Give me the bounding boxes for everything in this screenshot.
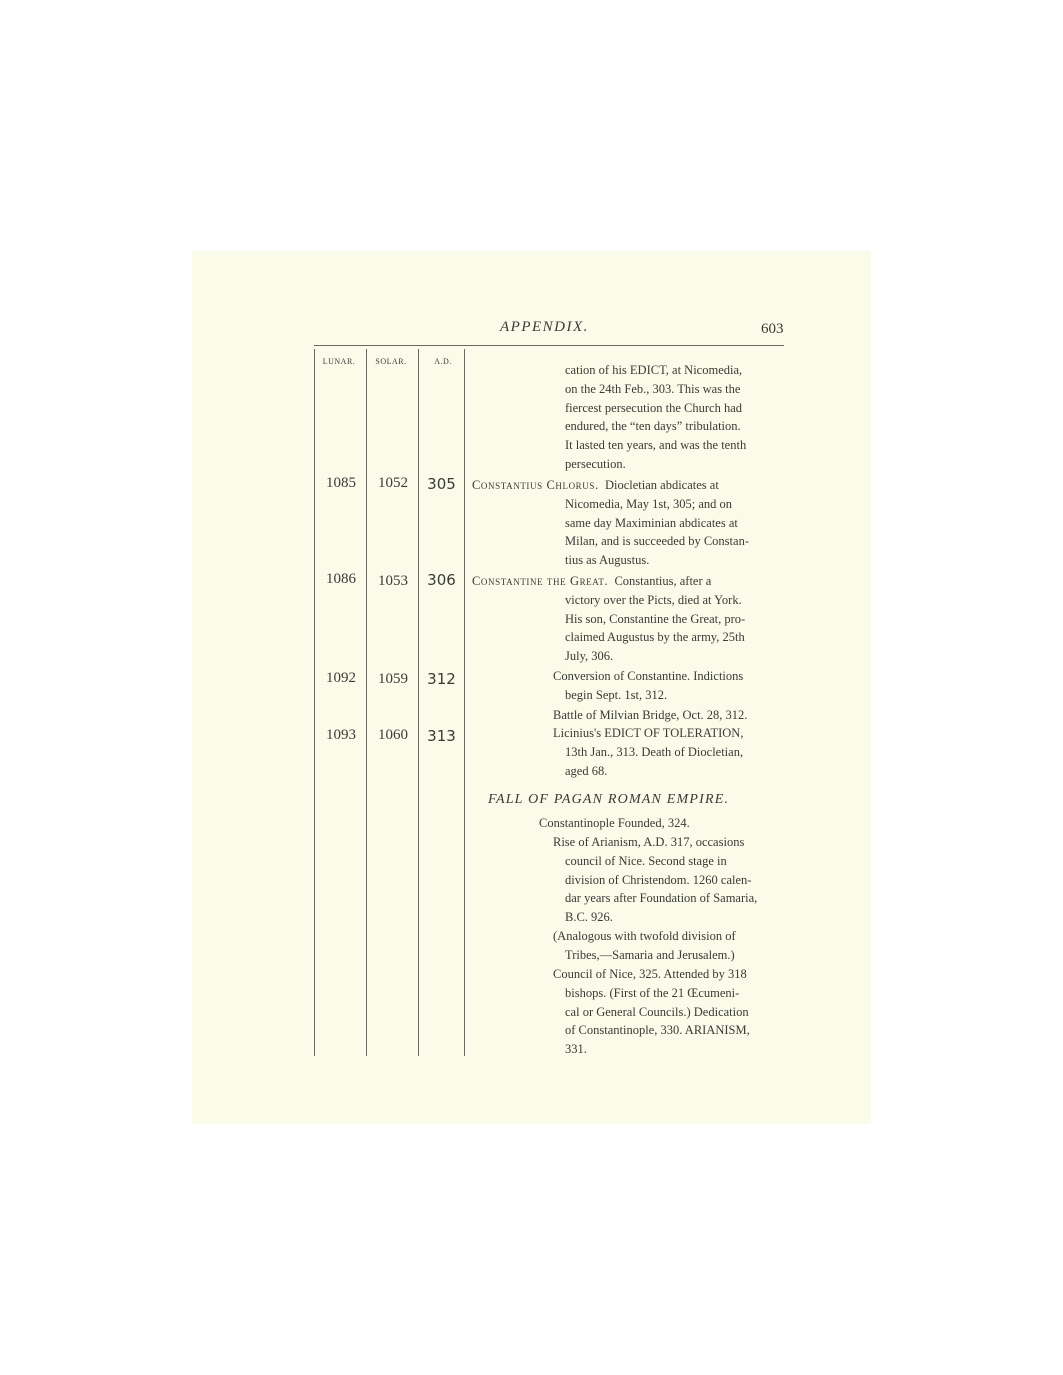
ad-year: 306: [427, 571, 456, 589]
entry-toleration: [553, 724, 793, 780]
ad-year: 305: [427, 475, 456, 493]
entry-heading: Constantine the Great.: [472, 574, 609, 588]
text-line: of Constantinople, 330. ARIANISM,: [565, 1023, 750, 1038]
text-line: Milan, and is succeeded by Constan-: [565, 534, 749, 549]
column-rule-ad-text: [464, 349, 465, 1056]
column-rule-left: [314, 349, 315, 1056]
column-rule-solar-ad: [418, 349, 419, 1056]
solar-year: 1060: [378, 727, 408, 743]
text-line: cal or General Councils.) Dedication: [565, 1004, 749, 1019]
text-line: Tribes,—Samaria and Jerusalem.): [565, 947, 735, 962]
text-line: endured, the “ten days” tribulation.: [565, 419, 741, 434]
text-line: Nicomedia, May 1st, 305; and on: [565, 496, 732, 511]
text-line: victory over the Picts, died at York.: [565, 592, 742, 607]
text-line: dar years after Foundation of Samaria,: [565, 891, 758, 906]
text-line: claimed Augustus by the army, 25th: [565, 630, 745, 645]
entry-constantine: [472, 572, 784, 666]
solar-year: 1053: [378, 573, 408, 589]
text-line: 13th Jan., 313. Death of Diocletian,: [565, 744, 744, 759]
text-line: Council of Nice, 325. Attended by 318: [553, 967, 747, 981]
column-header-ad: A.D.: [434, 357, 452, 366]
text-line: His son, Constantine the Great, pro-: [565, 611, 746, 626]
text-line: (Analogous with twofold division of: [553, 929, 736, 943]
solar-year: 1052: [378, 475, 408, 491]
text-line: 331.: [565, 1042, 587, 1057]
continued-paragraph: [565, 361, 783, 474]
text-line: Battle of Milvian Bridge, Oct. 28, 312.: [553, 708, 748, 722]
text-line: bishops. (First of the 21 Œcumeni-: [565, 985, 740, 1000]
text-line: Conversion of Constantine. Indictions: [553, 669, 744, 683]
entry-constantius: [472, 476, 784, 570]
entry-heading: Constantius Chlorus.: [472, 478, 599, 492]
column-header-lunar: LUNAR.: [322, 357, 356, 366]
text-line: council of Nice. Second stage in: [565, 853, 727, 868]
text-line: same day Maximinian abdicates at: [565, 515, 738, 530]
text-line: It lasted ten years, and was the tenth: [565, 438, 747, 453]
text-line: division of Christendom. 1260 calen-: [565, 872, 752, 887]
entry-council-of-nice: [553, 965, 783, 1059]
text-line: begin Sept. 1st, 312.: [565, 687, 668, 702]
entry-milvian-bridge: [553, 706, 793, 725]
solar-year: 1059: [378, 671, 408, 687]
text-line: tius as Augustus.: [565, 553, 650, 568]
column-rule-lunar-solar: [366, 349, 367, 1056]
text-line: Rise of Arianism, A.D. 317, occasions: [553, 835, 745, 849]
ad-year: 312: [427, 670, 456, 688]
text-line: persecution.: [565, 456, 626, 471]
entry-first-line: Constantius, after a: [614, 574, 712, 588]
page-number: 603: [761, 321, 784, 337]
lunar-year: 1092: [326, 670, 356, 686]
text-line: July, 306.: [565, 649, 614, 664]
header-rule: [314, 345, 784, 346]
entry-arianism: [553, 833, 783, 927]
entry-conversion: [553, 667, 783, 705]
text-line: fiercest persecution the Church had: [565, 400, 743, 415]
book-page: [192, 251, 871, 1124]
text-line: B.C. 926.: [565, 910, 613, 925]
text-line: on the 24th Feb., 303. This was the: [565, 381, 741, 396]
entry-analogous: [553, 927, 783, 965]
entry-first-line: Diocletian abdicates at: [604, 478, 719, 492]
lunar-year: 1085: [326, 475, 356, 491]
section-heading: FALL OF PAGAN ROMAN EMPIRE.: [488, 792, 730, 807]
text-line: cation of his EDICT, at Nicomedia,: [565, 363, 743, 377]
text-line: aged 68.: [565, 763, 608, 778]
ad-year: 313: [427, 727, 456, 745]
lunar-year: 1093: [326, 727, 356, 743]
text-line: Licinius's EDICT OF TOLERATION,: [553, 726, 744, 740]
lunar-year: 1086: [326, 571, 356, 587]
entry-constantinople-founded: Constantinople Founded, 324.: [539, 816, 690, 830]
column-header-solar: SOLAR.: [375, 357, 407, 366]
running-title: APPENDIX.: [500, 319, 589, 335]
